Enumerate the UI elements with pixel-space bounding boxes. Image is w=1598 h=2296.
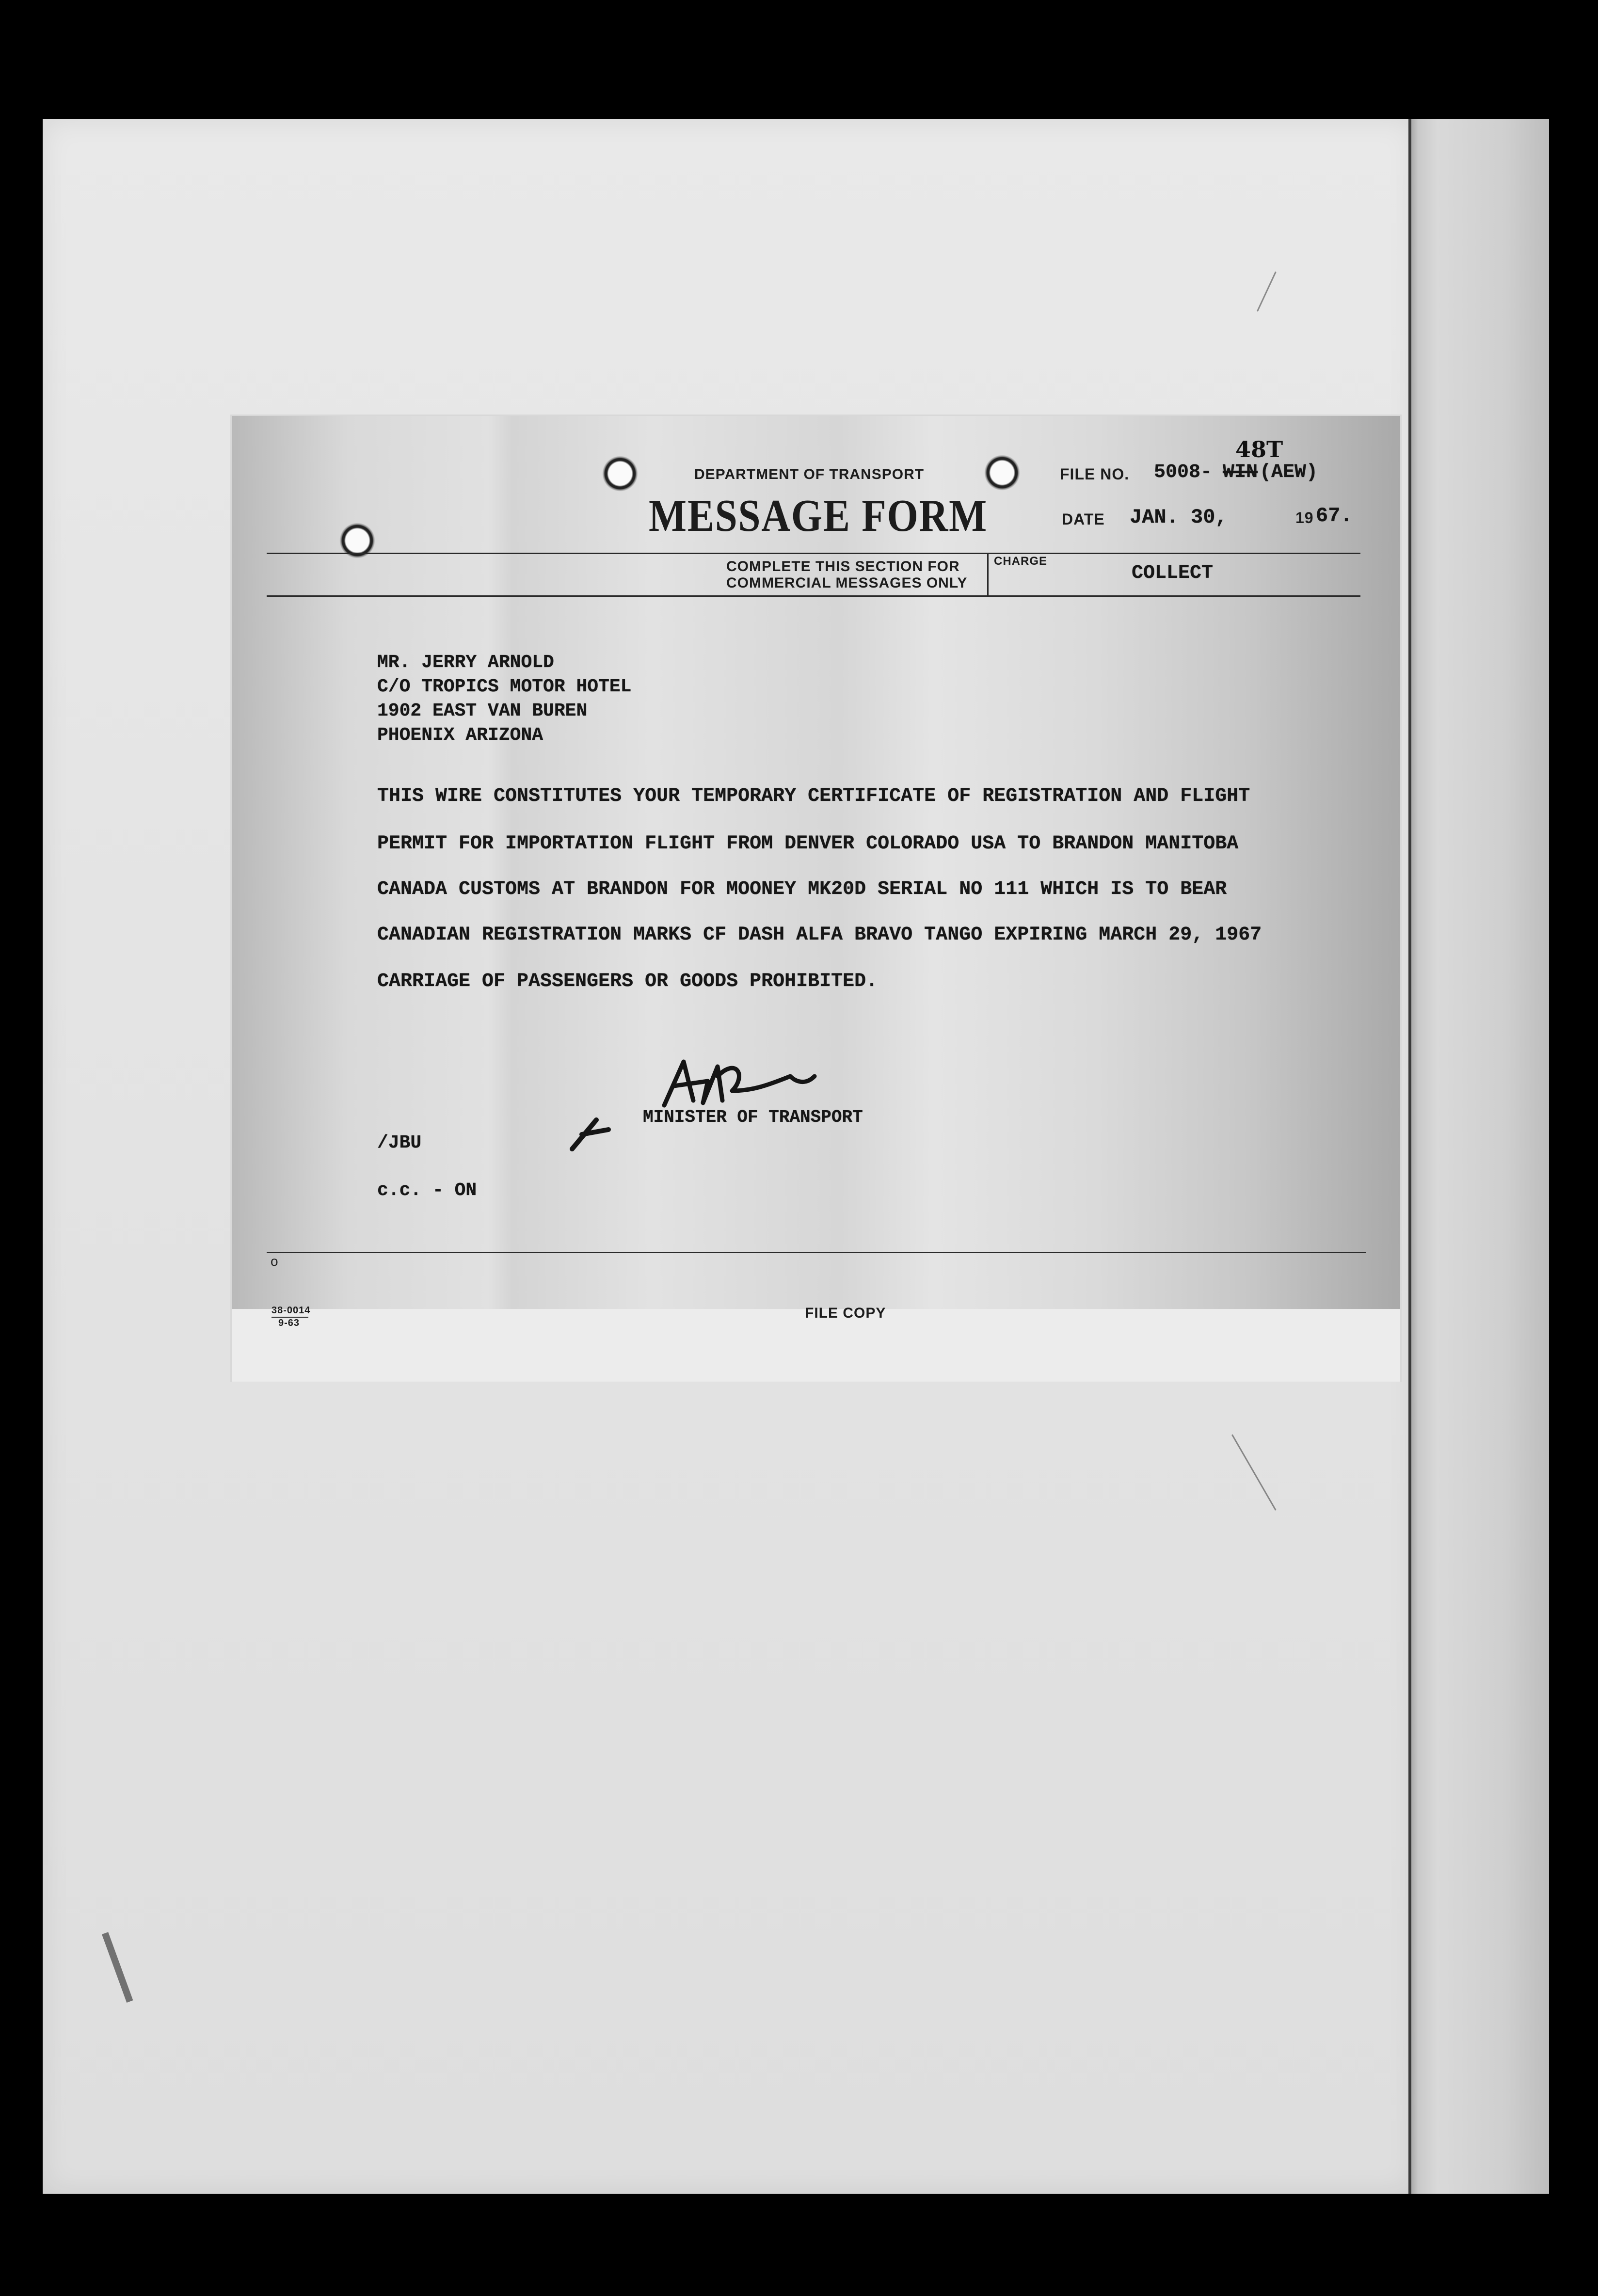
message-line: PERMIT FOR IMPORTATION FLIGHT FROM DENVER COLORADO USA TO BRANDON MANITOBA <box>377 833 1239 855</box>
punch-hole <box>602 456 638 492</box>
form-number: 38-0014 <box>272 1305 311 1316</box>
file-copy-label: FILE COPY <box>805 1305 886 1321</box>
file-no-suffix: (AEW) <box>1260 462 1318 483</box>
address-line: C/O TROPICS MOTOR HOTEL <box>377 676 632 697</box>
message-line: CANADA CUSTOMS AT BRANDON FOR MOONEY MK20D SERIAL NO 111 WHICH IS TO BEAR <box>377 878 1227 900</box>
address-line: PHOENIX ARIZONA <box>377 725 543 746</box>
section-rule <box>267 595 1360 597</box>
department-label: DEPARTMENT OF TRANSPORT <box>694 466 925 482</box>
punch-hole <box>984 455 1020 491</box>
form-title: MESSAGE FORM <box>649 491 988 541</box>
handwritten-signature <box>562 1047 824 1154</box>
minister-title: MINISTER OF TRANSPORT <box>643 1107 863 1127</box>
date-label: DATE <box>1062 510 1105 528</box>
file-no-struck: WIN <box>1223 462 1258 483</box>
corner-mark: o <box>271 1254 279 1269</box>
address-line: MR. JERRY ARNOLD <box>377 652 554 673</box>
year-value: 67. <box>1316 504 1353 527</box>
footer-rule <box>267 1252 1366 1253</box>
charge-value: COLLECT <box>1132 562 1214 584</box>
message-line: THIS WIRE CONSTITUTES YOUR TEMPORARY CERTIFICATE OF REGISTRATION AND FLIGHT <box>377 785 1250 807</box>
carbon-copy: c.c. - ON <box>377 1180 477 1201</box>
operator-initials: /JBU <box>377 1132 422 1153</box>
message-line: CARRIAGE OF PASSENGERS OR GOODS PROHIBITED. <box>377 971 878 992</box>
file-no-label: FILE NO. <box>1060 465 1130 483</box>
charge-divider <box>987 554 989 596</box>
form-revision: 9-63 <box>278 1318 300 1328</box>
commercial-note-line2: COMMERCIAL MESSAGES ONLY <box>726 575 968 591</box>
file-no-inserted: 48T <box>1235 436 1283 462</box>
charge-label: CHARGE <box>994 555 1048 568</box>
folder-edge-strip <box>1408 119 1549 2194</box>
file-no-value: 5008- <box>1154 462 1213 483</box>
address-line: 1902 EAST VAN BUREN <box>377 701 588 721</box>
header-rule <box>267 553 1360 554</box>
year-prefix: 19 <box>1295 509 1314 526</box>
date-value: JAN. 30, <box>1130 506 1228 529</box>
message-line: CANADIAN REGISTRATION MARKS CF DASH ALFA BRAVO TANGO EXPIRING MARCH 29, 1967 <box>377 924 1262 946</box>
commercial-note-line1: COMPLETE THIS SECTION FOR <box>726 558 960 574</box>
